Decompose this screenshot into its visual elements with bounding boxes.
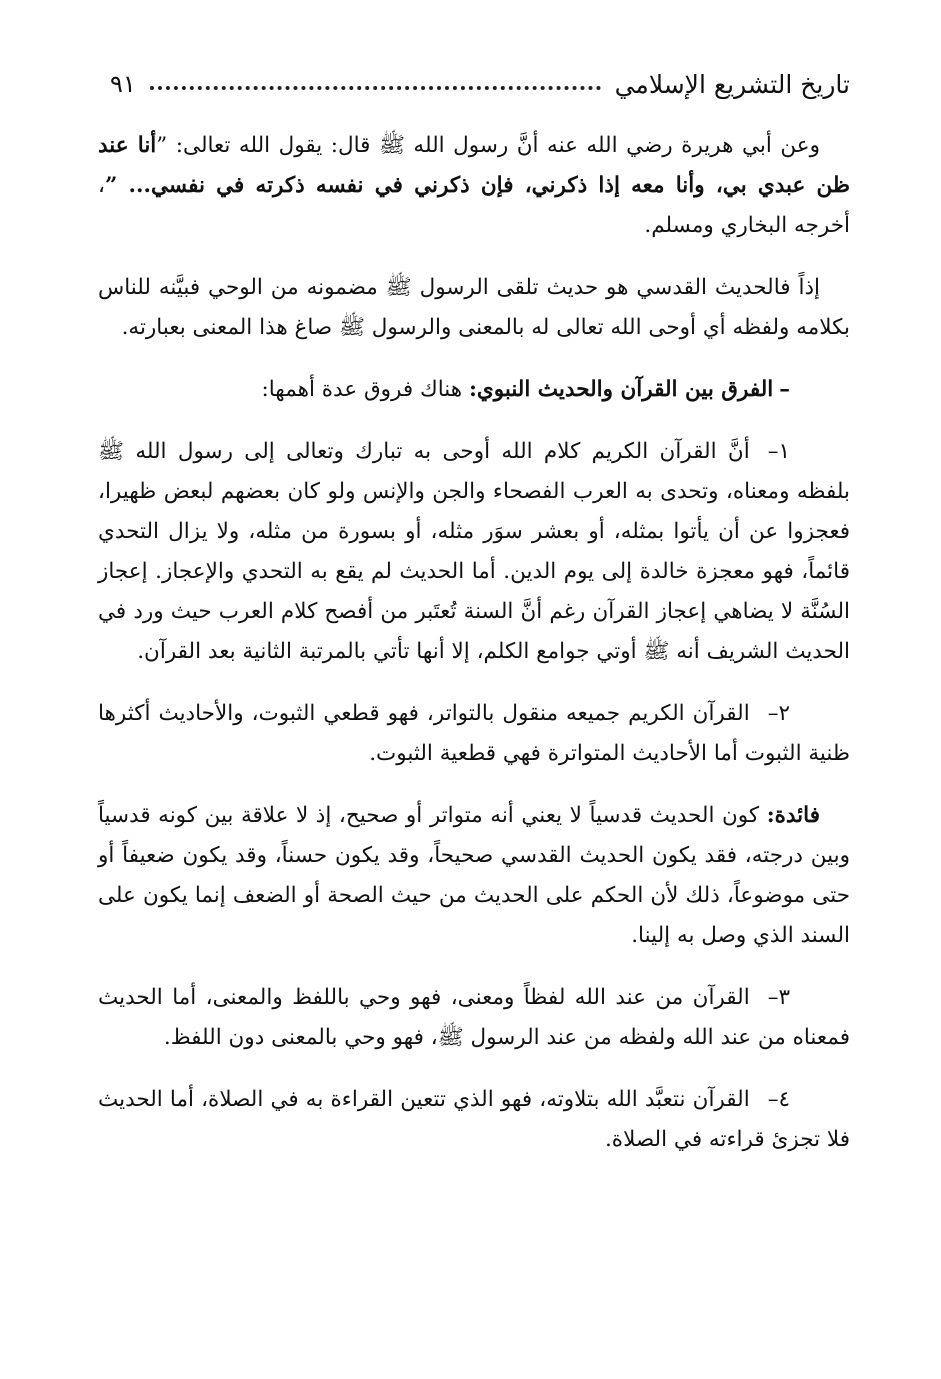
list-item-4 [98, 1080, 850, 1160]
book-title: تاريخ التشريع الإسلامي [614, 69, 850, 99]
section-heading-text: هناك فروق عدة أهمها: [261, 377, 469, 402]
hadith-quote: أنا عند ظن عبدي بي، وأنا معه إذا ذكرني، فإن ذكرني في نفسه ذكرته في نفسي... ” [98, 133, 850, 198]
definition-text: إذاً فالحديث القدسي هو حديث تلقى الرسول ﷺ مضمونه من الوحي فبيَّنه للناس بكلامه ولفظه أي أوحى الله تعالى له بالمعنى والرسول ﷺ صاغ هذا المعنى بعبارته. [98, 275, 850, 340]
paragraph-definition [98, 268, 850, 348]
list-number: ٤– [767, 1087, 790, 1112]
list-item-3 [98, 978, 850, 1058]
list-item-text: القرآن نتعبَّد الله بتلاوته، فهو الذي تتعين القراءة به في الصلاة، أما الحديث فلا تجزئ قراءته في الصلاة. [98, 1087, 850, 1152]
list-item-text: القرآن الكريم جميعه منقول بالتواتر، فهو قطعي الثبوت، والأحاديث أكثرها ظنية الثبوت أما الأحاديث المتواترة فهي قطعية الثبوت. [98, 701, 850, 766]
list-item-text: أنَّ القرآن الكريم كلام الله أوحى به تبارك وتعالى إلى رسول الله ﷺ بلفظه ومعناه، وتحدى به العرب الفصحاء والجن والإنس ولو كان بعضهم لبعض ظهيرا، فعجزوا عن أن يأتوا بمثله، أو بعشر سوَر مثله، أو بسورة من مثله، ولا يزال التحدي قائماً، فهو معجزة خالدة إلى يوم الدين. أما الحديث لم يقع به التحدي والإعجاز. إعجاز السُنَّة لا يضاهي إعجاز القرآن رغم أنَّ السنة تُعتَبر من أفصح كلام العرب حيث ورد في الحديث الشريف أنه ﷺ أوتي جوامع الكلم، إلا أنها تأتي بالمرتبة الثانية بعد القرآن. [98, 439, 850, 664]
list-item-2 [98, 694, 850, 774]
paragraph-hadith-quote [98, 126, 850, 246]
heading-dash: – [779, 377, 790, 402]
body-text [98, 126, 850, 1182]
list-number: ٣– [767, 985, 790, 1010]
page-number: ٩١ [110, 70, 136, 98]
paragraph-differences-heading [98, 370, 850, 410]
list-number: ١– [767, 439, 790, 464]
list-item-1 [98, 432, 850, 672]
hadith-source: ، أخرجه البخاري ومسلم. [98, 173, 850, 238]
paragraph-note [98, 796, 850, 956]
running-header [110, 62, 850, 106]
list-number: ٢– [767, 701, 790, 726]
header-dotted-rule [150, 86, 601, 90]
note-label: فائدة: [766, 803, 820, 828]
list-item-text: القرآن من عند الله لفظاً ومعنى، فهو وحي باللفظ والمعنى، أما الحديث فمعناه من عند الله ولفظه من عند الرسول ﷺ، فهو وحي بالمعنى دون اللفظ. [98, 985, 850, 1050]
hadith-intro: وعن أبي هريرة رضي الله عنه أنَّ رسول الله ﷺ قال: يقول الله تعالى: ” [156, 133, 820, 158]
section-heading: الفرق بين القرآن والحديث النبوي: [468, 377, 774, 402]
note-text: كون الحديث قدسياً لا يعني أنه متواتر أو صحيح، إذ لا علاقة بين كونه قدسياً وبين درجته، فقد يكون الحديث القدسي صحيحاً، وقد يكون حسناً، وقد يكون ضعيفاً أو حتى موضوعاً، ذلك لأن الحكم على الحديث من حيث الصحة أو الضعف إنما يكون على السند الذي وصل به إلينا. [98, 803, 850, 948]
